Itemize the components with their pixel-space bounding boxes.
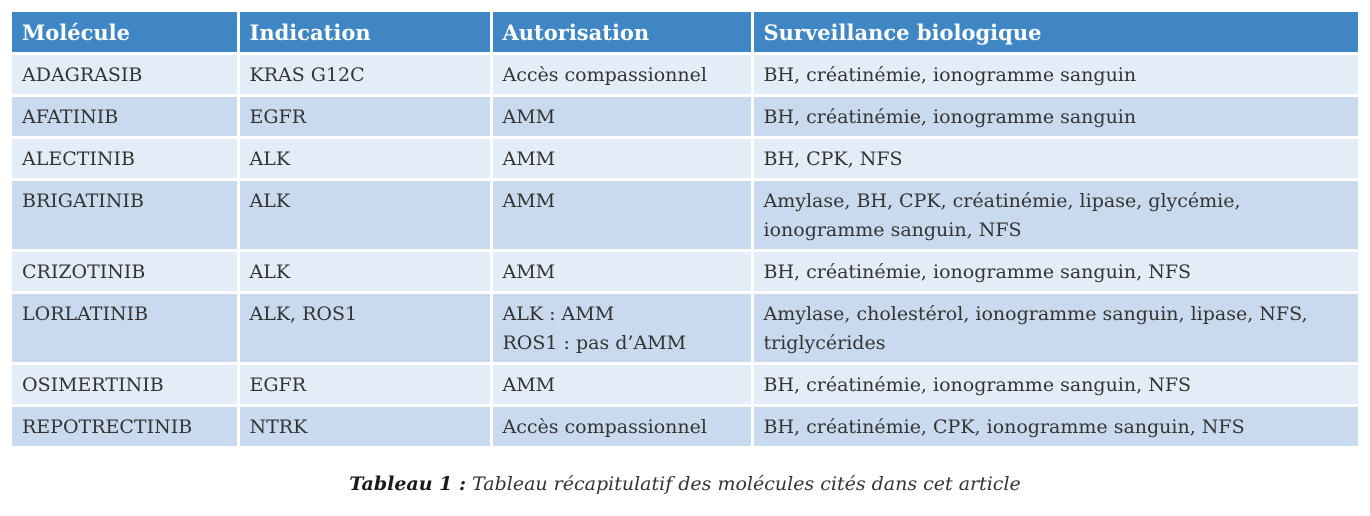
cell-indication: ALK (238, 251, 491, 293)
cell-autorisation-line: ALK : AMM (502, 303, 615, 325)
cell-surveillance-line: BH, créatinémie, ionogramme sanguin, NFS (763, 261, 1192, 283)
cell-molecule: ADAGRASIB (12, 54, 238, 96)
cell-autorisation (491, 96, 752, 138)
caption-label: Tableau 1 : (349, 473, 467, 495)
table-caption (0, 473, 1370, 495)
cell-autorisation-line: ROS1 : pas d’AMM (502, 332, 687, 354)
cell-autorisation (491, 293, 752, 364)
cell-autorisation (491, 406, 752, 447)
summary-table (12, 12, 1358, 446)
cell-indication: EGFR (238, 96, 491, 138)
cell-molecule: OSIMERTINIB (12, 364, 238, 406)
cell-molecule: ALECTINIB (12, 138, 238, 180)
cell-autorisation-line: AMM (502, 106, 556, 128)
summary-table-container (12, 12, 1358, 446)
cell-surveillance (752, 180, 1358, 251)
table-row (12, 406, 1358, 447)
cell-molecule: BRIGATINIB (12, 180, 238, 251)
cell-autorisation (491, 364, 752, 406)
cell-molecule: REPOTRECTINIB (12, 406, 238, 447)
cell-surveillance-line: BH, créatinémie, ionogramme sanguin (763, 64, 1137, 86)
cell-indication: ALK (238, 138, 491, 180)
cell-autorisation-line: Accès compassionnel (502, 64, 707, 86)
header-surveillance: Surveillance biologique (752, 12, 1358, 54)
header-autorisation: Autorisation (491, 12, 752, 54)
table-row (12, 251, 1358, 293)
cell-indication: EGFR (238, 364, 491, 406)
cell-surveillance (752, 406, 1358, 447)
table-row (12, 96, 1358, 138)
cell-autorisation (491, 138, 752, 180)
cell-indication: ALK, ROS1 (238, 293, 491, 364)
cell-indication: ALK (238, 180, 491, 251)
table-body (12, 54, 1358, 447)
header-molecule: Molécule (12, 12, 238, 54)
table-row (12, 54, 1358, 96)
cell-indication: NTRK (238, 406, 491, 447)
cell-indication: KRAS G12C (238, 54, 491, 96)
cell-surveillance (752, 96, 1358, 138)
table-row (12, 138, 1358, 180)
cell-autorisation (491, 251, 752, 293)
cell-autorisation-line: Accès compassionnel (502, 416, 707, 438)
cell-molecule: CRIZOTINIB (12, 251, 238, 293)
cell-surveillance (752, 293, 1358, 364)
cell-surveillance-line: BH, créatinémie, ionogramme sanguin (763, 106, 1137, 128)
cell-surveillance-line: triglycérides (763, 332, 886, 354)
table-row (12, 180, 1358, 251)
cell-surveillance (752, 364, 1358, 406)
header-indication: Indication (238, 12, 491, 54)
cell-surveillance-line: ionogramme sanguin, NFS (763, 219, 1022, 241)
table-header-row (12, 12, 1358, 54)
cell-molecule: AFATINIB (12, 96, 238, 138)
cell-autorisation-line: AMM (502, 148, 556, 170)
cell-autorisation (491, 180, 752, 251)
cell-autorisation (491, 54, 752, 96)
cell-surveillance (752, 138, 1358, 180)
cell-autorisation-line: AMM (502, 374, 556, 396)
caption-text: Tableau récapitulatif des molécules cités dans cet article (466, 473, 1021, 495)
cell-surveillance-line: Amylase, BH, CPK, créatinémie, lipase, glycémie, (763, 190, 1241, 212)
cell-surveillance (752, 251, 1358, 293)
cell-surveillance-line: BH, créatinémie, ionogramme sanguin, NFS (763, 374, 1192, 396)
cell-surveillance-line: BH, CPK, NFS (763, 148, 903, 170)
table-row (12, 364, 1358, 406)
cell-autorisation-line: AMM (502, 190, 556, 212)
table-row (12, 293, 1358, 364)
cell-molecule: LORLATINIB (12, 293, 238, 364)
cell-surveillance (752, 54, 1358, 96)
cell-surveillance-line: Amylase, cholestérol, ionogramme sanguin, lipase, NFS, (763, 303, 1308, 325)
cell-autorisation-line: AMM (502, 261, 556, 283)
cell-surveillance-line: BH, créatinémie, CPK, ionogramme sanguin, NFS (763, 416, 1245, 438)
